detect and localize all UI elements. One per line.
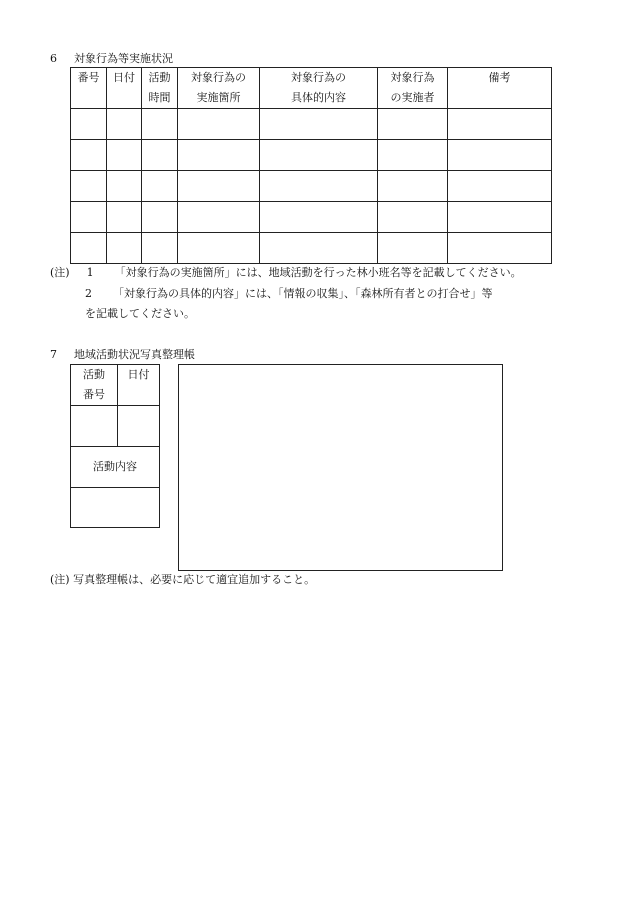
section-6-number: 6	[50, 52, 57, 65]
table-cell	[178, 109, 260, 140]
section-6-note-2-continuation: を記載してください。	[85, 307, 195, 320]
table-cell	[448, 140, 552, 171]
section-7-heading	[50, 346, 195, 362]
table-cell	[378, 140, 448, 171]
section-7-title: 地域活動状況写真整理帳	[74, 348, 195, 361]
table-cell	[448, 233, 552, 264]
section-6-heading	[50, 50, 173, 66]
date-label: 日付	[118, 365, 160, 406]
table-cell	[260, 202, 378, 233]
table-cell	[71, 109, 107, 140]
header-remarks: 備考	[448, 68, 552, 109]
table-cell	[260, 109, 378, 140]
note-2-number: 2	[85, 287, 92, 300]
table-cell	[378, 171, 448, 202]
table-row	[71, 233, 552, 264]
activity-status-table	[70, 67, 552, 264]
table-cell	[107, 109, 142, 140]
section-7-number: 7	[50, 348, 57, 361]
table-cell	[448, 171, 552, 202]
table-header-row	[71, 68, 552, 109]
table-cell	[71, 233, 107, 264]
table-cell	[178, 140, 260, 171]
table-row	[71, 109, 552, 140]
table-cell	[378, 202, 448, 233]
header-target-location: 対象行為の 実施箇所	[178, 68, 260, 109]
activity-number-value	[71, 406, 118, 447]
section-7-note: (注) 写真整理帳は、必要に応じて適宜追加すること。	[50, 573, 316, 586]
table-cell	[142, 109, 178, 140]
table-cell	[448, 202, 552, 233]
table-row	[71, 171, 552, 202]
activity-content-label: 活動内容	[71, 447, 160, 488]
note-1-text: 「対象行為の実施箇所」には、地域活動を行った林小班名等を記載してください。	[114, 266, 522, 279]
table-row	[71, 140, 552, 171]
section-6-note-1	[50, 263, 522, 283]
table-cell	[107, 202, 142, 233]
section-6-note-2	[85, 284, 493, 304]
date-value	[118, 406, 160, 447]
table-cell	[448, 109, 552, 140]
header-implementer: 対象行為 の実施者	[378, 68, 448, 109]
table-cell	[107, 140, 142, 171]
activity-content-value	[71, 488, 160, 528]
table-cell	[260, 233, 378, 264]
section-6-title: 対象行為等実施状況	[74, 52, 173, 65]
table-cell	[142, 171, 178, 202]
table-cell	[378, 233, 448, 264]
table-cell	[71, 171, 107, 202]
activity-number-label: 活動 番号	[71, 365, 118, 406]
table-cell	[260, 140, 378, 171]
table-cell	[142, 202, 178, 233]
table-cell	[178, 233, 260, 264]
header-number: 番号	[71, 68, 107, 109]
table-cell	[71, 202, 107, 233]
table-cell	[378, 109, 448, 140]
note-prefix: (注)	[50, 266, 70, 279]
table-cell	[142, 140, 178, 171]
header-activity-time: 活動 時間	[142, 68, 178, 109]
photo-frame	[178, 364, 503, 571]
table-cell	[107, 233, 142, 264]
table-cell	[260, 171, 378, 202]
header-date: 日付	[107, 68, 142, 109]
table-cell	[107, 171, 142, 202]
photo-ledger-info-table	[70, 364, 160, 528]
table-cell	[178, 202, 260, 233]
table-cell	[142, 233, 178, 264]
note-1-number: 1	[86, 266, 94, 279]
note-2-text: 「対象行為の具体的内容」には、「情報の収集」、「森林所有者との打合せ」等	[113, 287, 493, 300]
header-target-content: 対象行為の 具体的内容	[260, 68, 378, 109]
table-cell	[178, 171, 260, 202]
table-cell	[71, 140, 107, 171]
table-row	[71, 202, 552, 233]
